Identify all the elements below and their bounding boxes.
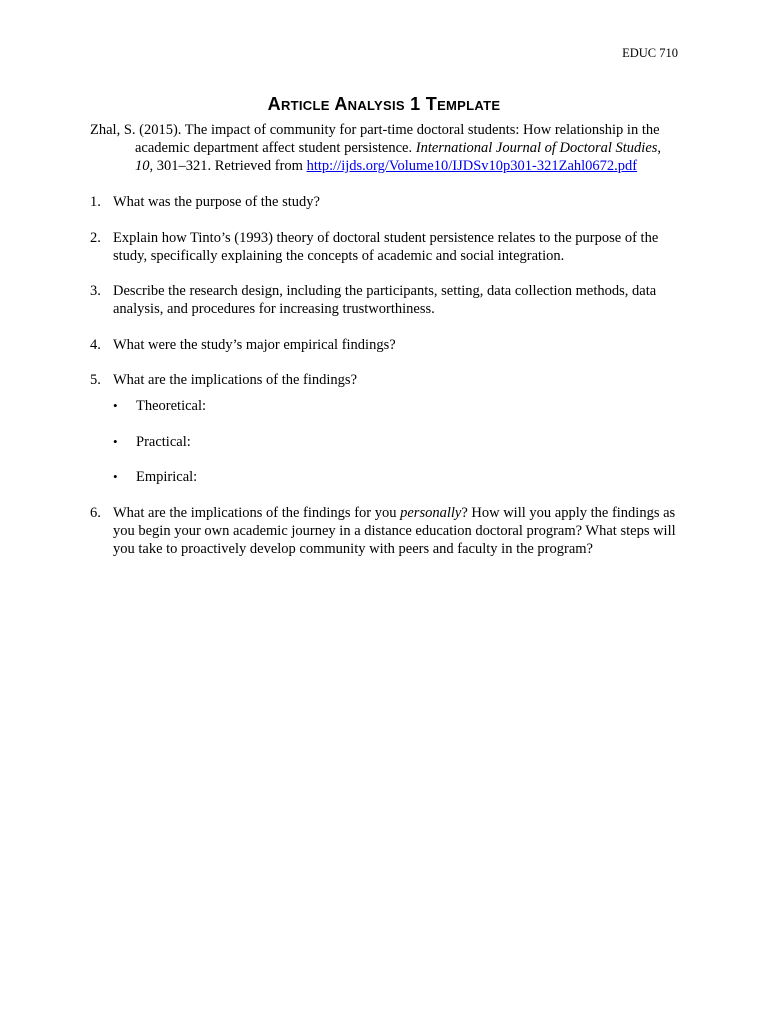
reference-link[interactable]: http://ijds.org/Volume10/IJDSv10p301-321Zahl0672.pdf [306,158,638,174]
page-title: Article Analysis 1 Template [267,94,501,114]
question-item [90,229,680,265]
reference-citation [90,121,680,175]
question-text: Explain how Tinto’s (1993) theory of doctoral student persistence relates to the purpose of the study, specifically explaining the concepts of academic and social integration. [113,229,659,264]
bullet-item-theoretical [113,397,680,415]
bullet-label: Empirical: [136,469,198,485]
question-item [90,282,680,318]
question-number: 4. [90,336,101,353]
question-text-before: What are the implications of the findings for you [113,504,401,521]
reference-text: Zhal, S. (2015). The impact of community for part-time doctoral students: How relationship in the academic department affect student persistence. [90,122,660,156]
bullet-icon: • [113,398,118,413]
question-list [90,193,680,558]
question-item [90,504,680,558]
question-item [90,371,680,486]
bullet-label: Theoretical: [136,398,207,414]
question-text: What was the purpose of the study? [113,194,320,210]
reference-pages: , 301–321. Retrieved from [149,158,307,174]
question-item [90,336,680,354]
question-text [113,504,680,558]
bullet-icon: • [113,469,118,484]
question-body [113,371,680,486]
course-code: EDUC 710 [622,46,678,60]
bullet-item-practical [113,433,680,451]
question-item [90,193,680,211]
bullet-label: Practical: [136,433,191,450]
question-text: What were the study’s major empirical findings? [113,336,396,353]
bullet-item-empirical [113,468,680,486]
question-emphasis: personally [400,504,462,521]
question-text-after: ? How will you apply the findings as you begin your own academic journey in a distance education doctoral program? What steps will you take to proactively develop community with peers and faculty in the program? [113,504,676,557]
implications-bullet-list [113,397,680,486]
reference-separator: , [657,140,662,156]
question-number: 2. [90,229,101,246]
question-number: 1. [90,194,101,210]
question-number: 3. [90,283,101,299]
reference-journal: International Journal of Doctoral Studies [415,140,658,156]
reference-volume: 10 [135,158,150,174]
question-text: What are the implications of the findings? [113,372,358,388]
document-body [90,121,680,575]
question-number: 5. [90,372,101,388]
bullet-icon: • [113,433,118,449]
question-text: Describe the research design, including the participants, setting, data collection methods, data analysis, and procedures for increasing trustworthiness. [113,283,657,317]
question-number: 6. [90,504,101,521]
